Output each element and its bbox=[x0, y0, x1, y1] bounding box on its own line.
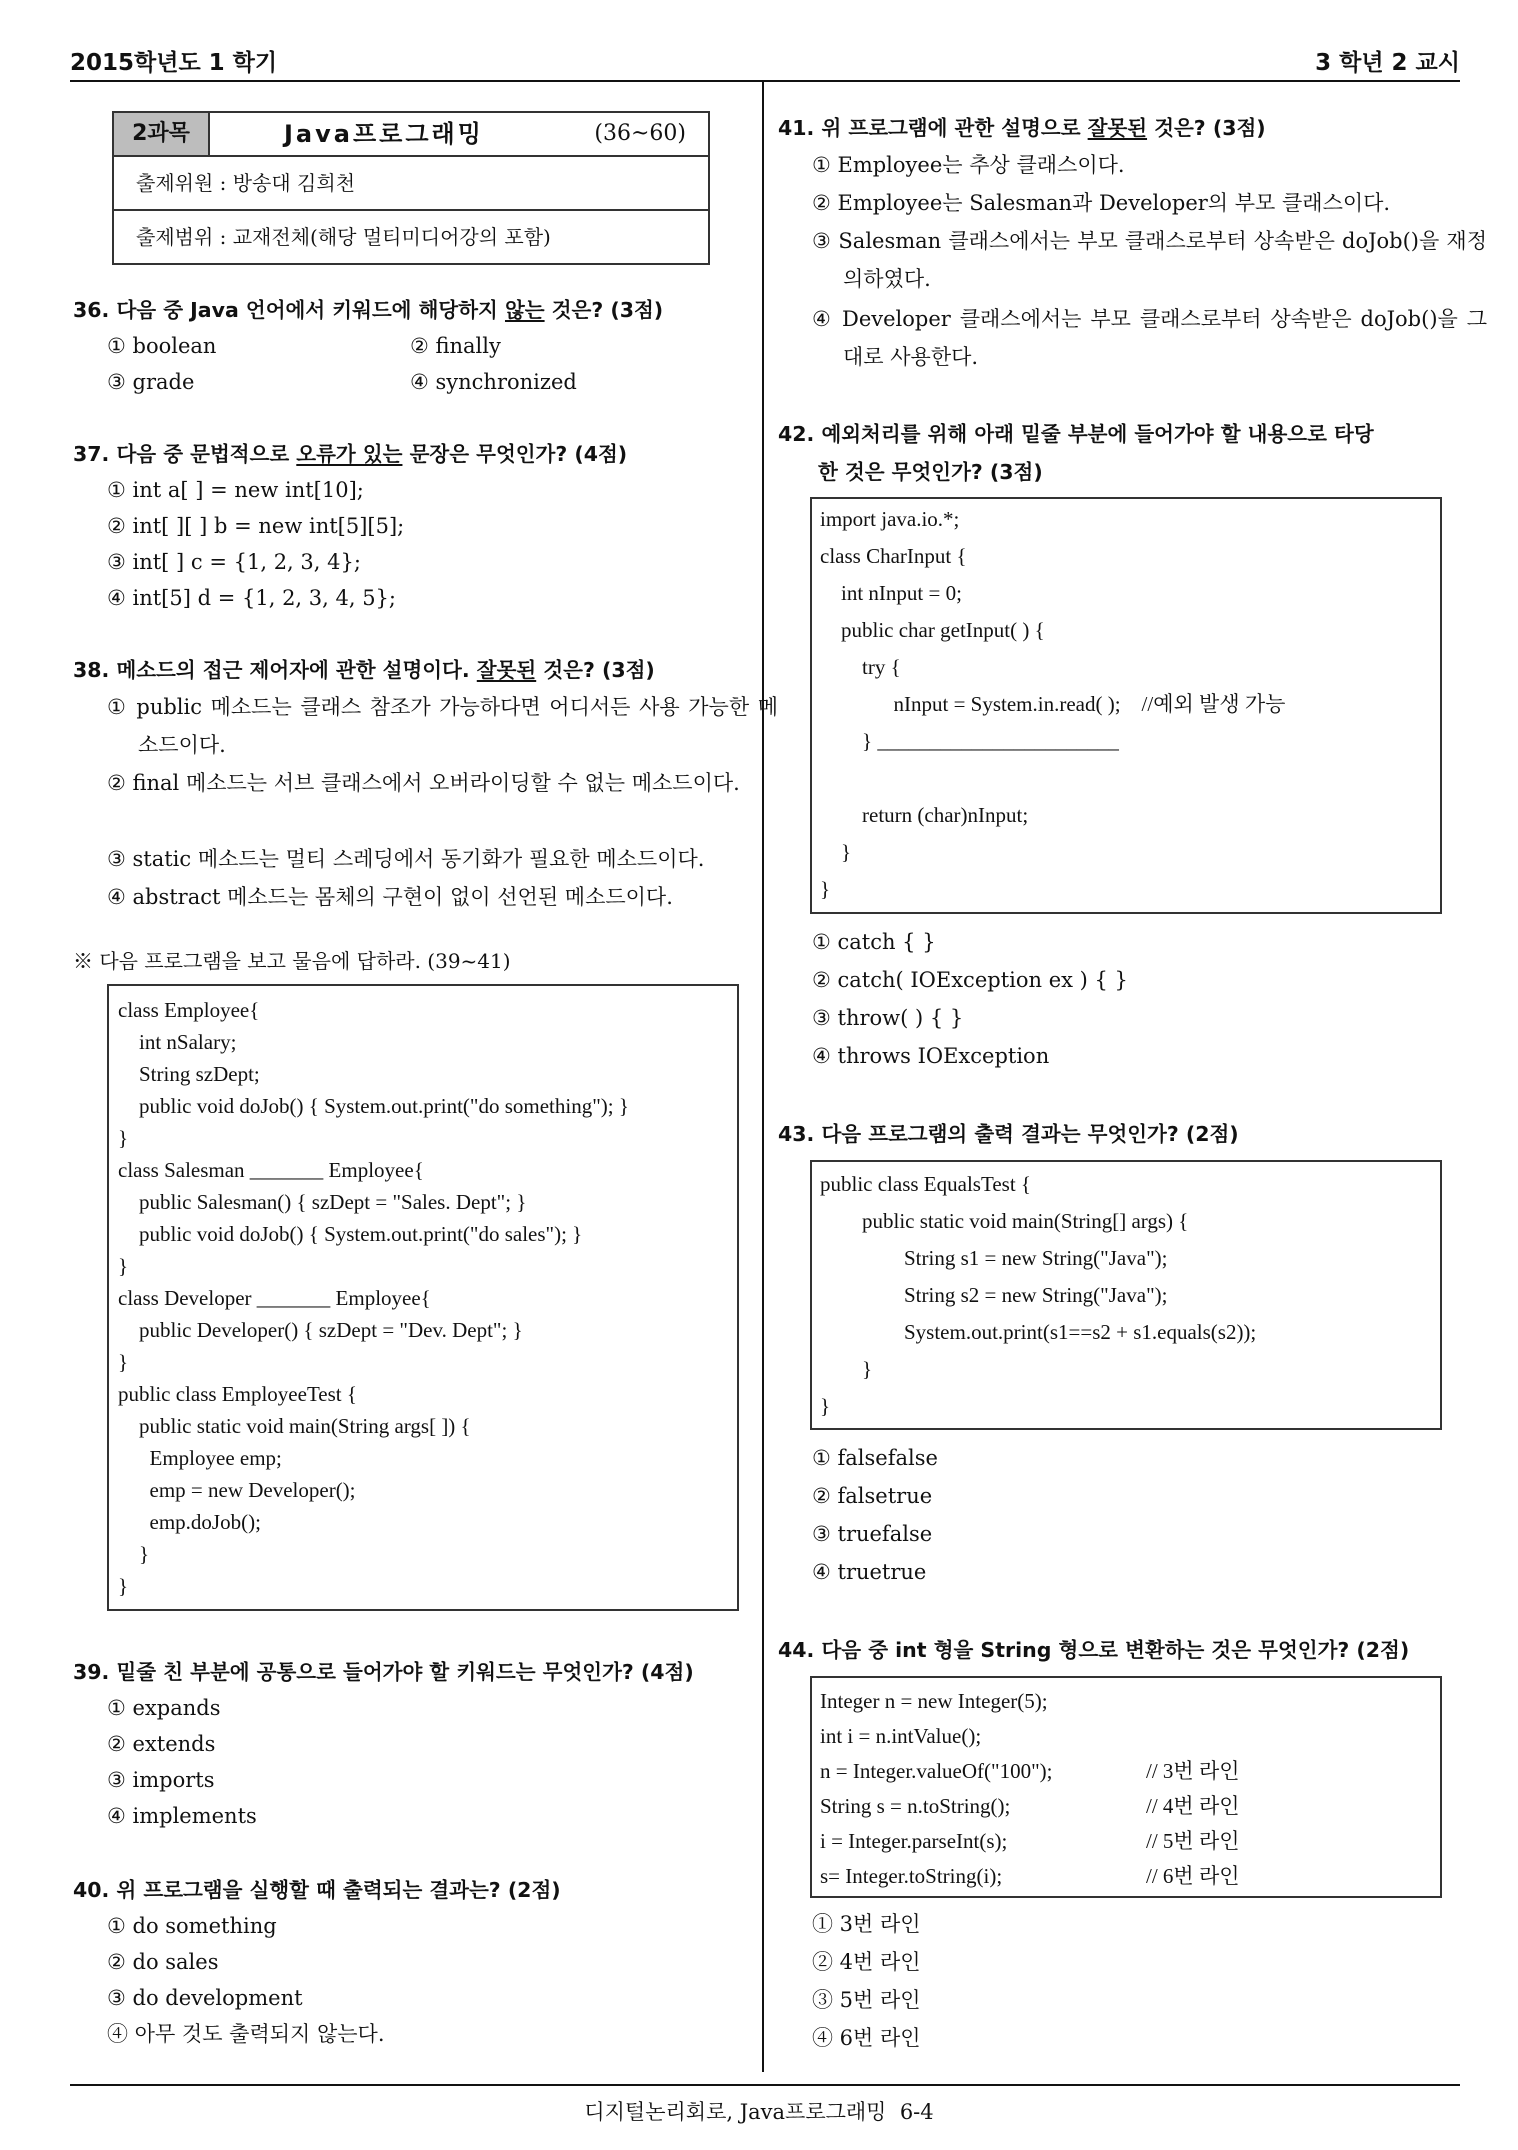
q42-option-2: ② catch( IOException ex ) { } bbox=[812, 968, 1128, 992]
code-line: } bbox=[820, 877, 831, 901]
code-line: class Employee{ bbox=[118, 998, 260, 1022]
code-box-charinput bbox=[810, 497, 1442, 914]
code-line: public class EmployeeTest { bbox=[118, 1382, 357, 1406]
code-line: String s1 = new String("Java"); bbox=[820, 1246, 1168, 1270]
code-listing-equalstest bbox=[820, 1166, 1256, 1425]
code-line: nInput = System.in.read( ); //예외 발생 가능 bbox=[820, 692, 1286, 716]
q44-option-4: ④ 6번 라인 bbox=[812, 2026, 921, 2050]
q44-question: 44. 다음 중 int 형을 String 형으로 변환하는 것은 무엇인가? (2점) bbox=[778, 1638, 1410, 1662]
code-comment: // 4번 라인 bbox=[1146, 1794, 1240, 1818]
code-line bbox=[820, 760, 1285, 797]
code-line: return (char)nInput; bbox=[820, 803, 1029, 827]
q36-option-1: ① boolean bbox=[107, 334, 217, 358]
q38-option-4: ④ abstract 메소드는 몸체의 구현이 없이 선언된 메소드이다. bbox=[107, 885, 673, 909]
q44-option-1: ① 3번 라인 bbox=[812, 1912, 921, 1936]
q36-option-2: ② finally bbox=[410, 334, 501, 358]
q43-option-1: ① falsefalse bbox=[812, 1446, 938, 1470]
footer-rule bbox=[70, 2084, 1460, 2086]
code-line: public Salesman() { szDept = "Sales. Dept"; } bbox=[118, 1190, 527, 1214]
code-statement: int i = n.intValue(); bbox=[820, 1724, 982, 1748]
q40-option-1: ① do something bbox=[107, 1914, 277, 1938]
subject-tag: 2과목 bbox=[114, 113, 210, 155]
code-line: try { bbox=[820, 655, 901, 679]
q41-option-1: ① Employee는 추상 클래스이다. bbox=[812, 153, 1125, 177]
page-footer: 디지털논리회로, Java프로그래밍 6-4 bbox=[584, 2100, 934, 2124]
q42-option-3: ③ throw( ) { } bbox=[812, 1006, 964, 1030]
subject-question-range: (36~60) bbox=[594, 121, 686, 146]
q41-option-3: ③ Salesman 클래스에서는 부모 클래스로부터 상속받은 doJob()을 재정의하였다. bbox=[812, 229, 1487, 291]
q42-question-line2: 한 것은 무엇인가? (3점) bbox=[818, 460, 1043, 484]
q39-option-2: ② extends bbox=[107, 1732, 216, 1756]
q38-emphasis: 잘못된 bbox=[476, 658, 537, 682]
subject-title: Java프로그래밍 bbox=[284, 120, 484, 148]
code-line: public Developer() { szDept = "Dev. Dept"; } bbox=[118, 1318, 523, 1342]
subject-box bbox=[112, 111, 710, 265]
q37-option-1: ① int a[ ] = new int[10]; bbox=[107, 478, 364, 502]
q41-question: 41. 위 프로그램에 관한 설명으로 잘못된 것은? (3점) bbox=[778, 116, 1266, 140]
code-line: } bbox=[820, 1357, 873, 1381]
subject-scope: 출제범위 : 교재전체(해당 멀티미디어강의 포함) bbox=[136, 225, 551, 249]
code-comment: // 5번 라인 bbox=[1146, 1829, 1240, 1853]
code-listing-charinput bbox=[820, 501, 1285, 908]
code-statement: Integer n = new Integer(5); bbox=[820, 1689, 1048, 1713]
code-box-employee bbox=[107, 984, 739, 1611]
code-comment: // 6번 라인 bbox=[1146, 1864, 1240, 1888]
q40-question: 40. 위 프로그램을 실행할 때 출력되는 결과는? (2점) bbox=[73, 1878, 561, 1902]
q37-option-2: ② int[ ][ ] b = new int[5][5]; bbox=[107, 514, 405, 538]
q38-question: 38. 메소드의 접근 제어자에 관한 설명이다. 잘못된 것은? (3점) bbox=[73, 658, 655, 682]
exam-period-header: 3 학년 2 교시 bbox=[1315, 50, 1460, 76]
subject-committee: 출제위원 : 방송대 김희천 bbox=[136, 171, 356, 195]
q43-option-4: ④ truetrue bbox=[812, 1560, 927, 1584]
q43-option-2: ② falsetrue bbox=[812, 1484, 933, 1508]
code-line: } bbox=[118, 1542, 150, 1566]
q41-emphasis: 잘못된 bbox=[1087, 116, 1148, 140]
code-line: public class EqualsTest { bbox=[820, 1172, 1031, 1196]
program-note: ※ 다음 프로그램을 보고 물음에 답하라. (39~41) bbox=[73, 949, 511, 973]
q38-option-2: ② final 메소드는 서브 클래스에서 오버라이딩할 수 없는 메소드이다. bbox=[107, 771, 740, 795]
q39-question: 39. 밑줄 친 부분에 공통으로 들어가야 할 키워드는 무엇인가? (4점) bbox=[73, 1660, 694, 1684]
q38-option-3: ③ static 메소드는 멀티 스레딩에서 동기화가 필요한 메소드이다. bbox=[107, 847, 705, 871]
code-line: emp = new Developer(); bbox=[118, 1478, 356, 1502]
code-statement: i = Integer.parseInt(s); bbox=[820, 1829, 1008, 1853]
q36-question: 36. 다음 중 Java 언어에서 키워드에 해당하지 않는 것은? (3점) bbox=[73, 298, 664, 322]
code-line: System.out.print(s1==s2 + s1.equals(s2)); bbox=[820, 1320, 1257, 1344]
code-statement: n = Integer.valueOf("100"); bbox=[820, 1759, 1053, 1783]
code-line: Employee emp; bbox=[118, 1446, 282, 1470]
code-listing-employee bbox=[118, 994, 629, 1602]
code-line: String s2 = new String("Java"); bbox=[820, 1283, 1168, 1307]
code-line: public void doJob() { System.out.print("do something"); } bbox=[118, 1094, 629, 1118]
column-divider bbox=[762, 82, 764, 2072]
code-line: public static void main(String[] args) { bbox=[820, 1209, 1189, 1233]
exam-term-header: 2015학년도 1 학기 bbox=[70, 50, 278, 76]
q39-option-3: ③ imports bbox=[107, 1768, 215, 1792]
q44-option-3: ③ 5번 라인 bbox=[812, 1988, 921, 2012]
header-rule bbox=[70, 80, 1460, 82]
q44-option-2: ② 4번 라인 bbox=[812, 1950, 921, 1974]
q42-question-line1: 42. 예외처리를 위해 아래 밑줄 부분에 들어가야 할 내용으로 타당 bbox=[778, 422, 1374, 446]
code-line bbox=[820, 1754, 1430, 1789]
code-line: } bbox=[118, 1574, 129, 1598]
code-line: class Developer _______ Employee{ bbox=[118, 1286, 431, 1310]
q38-option-1: ① public 메소드는 클래스 참조가 가능하다면 어디서든 사용 가능한 메소드이다. bbox=[107, 695, 778, 757]
code-line: } bbox=[118, 1350, 129, 1374]
code-line bbox=[820, 1684, 1430, 1719]
code-line bbox=[820, 1789, 1430, 1824]
code-line: import java.io.*; bbox=[820, 507, 960, 531]
code-line: int nInput = 0; bbox=[820, 581, 962, 605]
code-line: class CharInput { bbox=[820, 544, 967, 568]
code-line: int nSalary; bbox=[118, 1030, 237, 1054]
q37-question: 37. 다음 중 문법적으로 오류가 있는 문장은 무엇인가? (4점) bbox=[73, 442, 628, 466]
code-statement: s= Integer.toString(i); bbox=[820, 1864, 1003, 1888]
code-line: class Salesman _______ Employee{ bbox=[118, 1158, 424, 1182]
subject-title-row bbox=[114, 113, 708, 157]
code-line: public void doJob() { System.out.print("do sales"); } bbox=[118, 1222, 583, 1246]
q36-option-3: ③ grade bbox=[107, 370, 195, 394]
code-line: } bbox=[820, 840, 852, 864]
code-line: } bbox=[118, 1254, 129, 1278]
q36-option-4: ④ synchronized bbox=[410, 370, 577, 394]
code-line bbox=[820, 1859, 1430, 1894]
code-line bbox=[820, 1719, 1430, 1754]
code-box-conversion bbox=[810, 1676, 1442, 1898]
code-statement: String s = n.toString(); bbox=[820, 1794, 1011, 1818]
q42-option-4: ④ throws IOException bbox=[812, 1044, 1050, 1068]
code-comment: // 3번 라인 bbox=[1146, 1759, 1240, 1783]
q43-question: 43. 다음 프로그램의 출력 결과는 무엇인가? (2점) bbox=[778, 1122, 1239, 1146]
q37-emphasis: 오류가 있는 bbox=[296, 442, 403, 466]
q39-option-4: ④ implements bbox=[107, 1804, 257, 1828]
code-box-equalstest bbox=[810, 1160, 1442, 1430]
q40-option-2: ② do sales bbox=[107, 1950, 219, 1974]
q37-option-3: ③ int[ ] c = {1, 2, 3, 4}; bbox=[107, 550, 361, 574]
code-line: public static void main(String args[ ]) { bbox=[118, 1414, 471, 1438]
code-line: String szDept; bbox=[118, 1062, 260, 1086]
q41-option-4: ④ Developer 클래스에서는 부모 클래스로부터 상속받은 doJob()을 그대로 사용한다. bbox=[812, 307, 1487, 369]
code-line: } bbox=[820, 1394, 831, 1418]
q41-option-2: ② Employee는 Salesman과 Developer의 부모 클래스이다. bbox=[812, 191, 1391, 215]
q39-option-1: ① expands bbox=[107, 1696, 221, 1720]
q37-option-4: ④ int[5] d = {1, 2, 3, 4, 5}; bbox=[107, 586, 396, 610]
code-line: } _______________________ bbox=[820, 729, 1119, 753]
q40-option-3: ③ do development bbox=[107, 1986, 303, 2010]
q43-option-3: ③ truefalse bbox=[812, 1522, 933, 1546]
code-line: } bbox=[118, 1126, 129, 1150]
code-line bbox=[820, 1824, 1430, 1859]
q36-emphasis: 않는 bbox=[504, 298, 545, 322]
code-line: emp.doJob(); bbox=[118, 1510, 261, 1534]
code-listing-conversion bbox=[820, 1684, 1430, 1894]
code-line: public char getInput( ) { bbox=[820, 618, 1045, 642]
q42-option-1: ① catch { } bbox=[812, 930, 936, 954]
q40-option-4: ④ 아무 것도 출력되지 않는다. bbox=[107, 2022, 385, 2046]
